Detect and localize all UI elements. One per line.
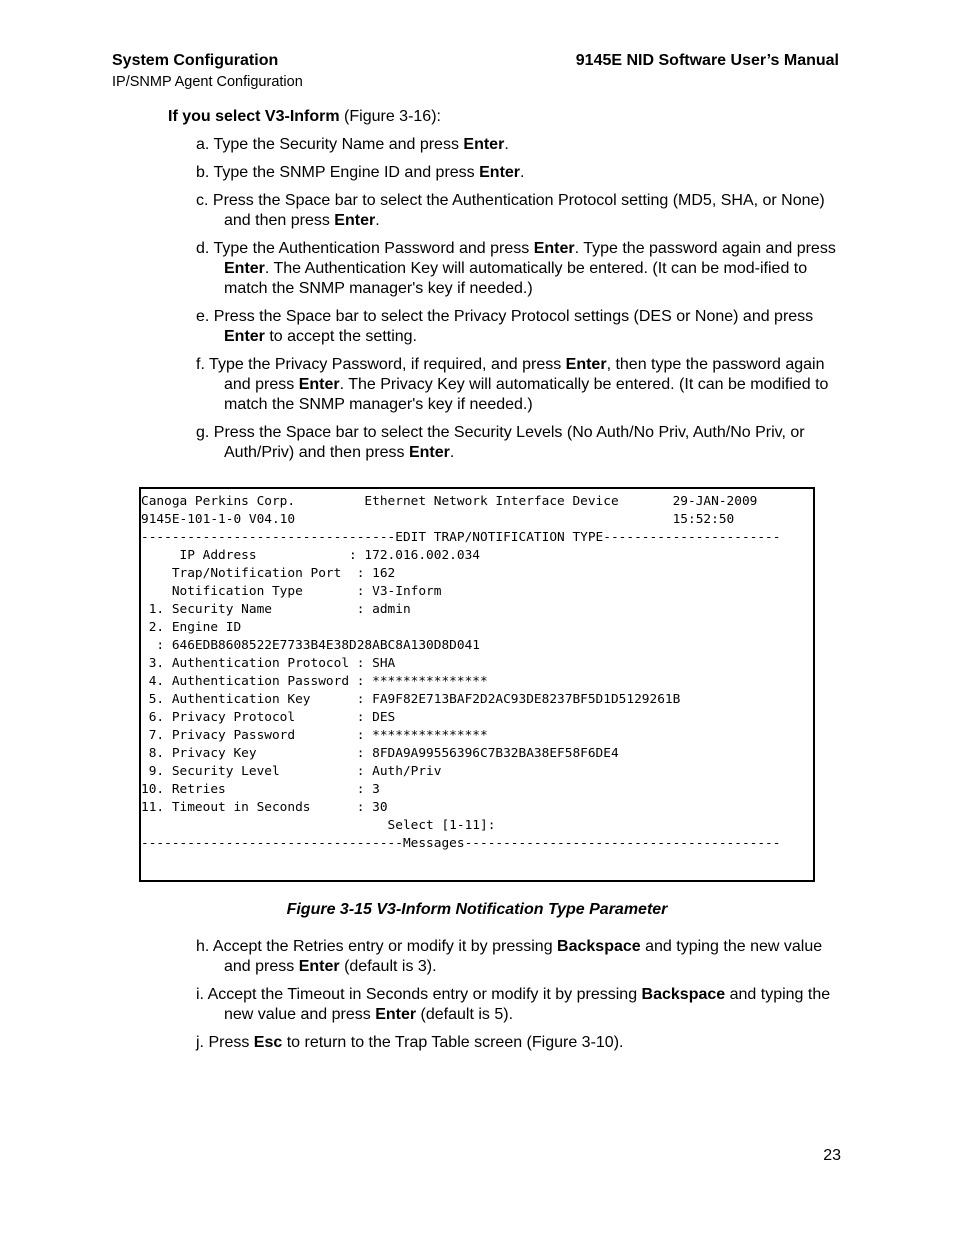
terminal-line: 2. Engine ID bbox=[141, 620, 242, 635]
terminal-line: 9145E-101-1-0 V04.10 15:52:50 bbox=[141, 512, 735, 527]
step-key-bold: Enter bbox=[375, 1006, 417, 1023]
terminal-line: : 646EDB8608522E7733B4E38D28ABC8A130D8D041 bbox=[141, 638, 480, 653]
step-text: f. Type the Privacy Password, if required, and press bbox=[196, 356, 566, 373]
step-item bbox=[196, 191, 846, 231]
steps-list-bottom bbox=[196, 937, 846, 1061]
terminal-line: Canoga Perkins Corp. Ethernet Network Interface Device 29-JAN-2009 bbox=[141, 494, 758, 509]
step-item bbox=[196, 423, 846, 463]
step-key-bold: Enter bbox=[565, 356, 607, 373]
terminal-line: Notification Type : V3-Inform bbox=[141, 584, 442, 599]
step-item bbox=[196, 1033, 846, 1053]
step-key-bold: Enter bbox=[533, 240, 575, 257]
step-key-bold: Enter bbox=[463, 136, 505, 153]
step-text: b. Type the SNMP Engine ID and press bbox=[196, 164, 480, 181]
step-key-bold: Enter bbox=[298, 376, 340, 393]
terminal-line: 6. Privacy Protocol : DES bbox=[141, 710, 396, 725]
terminal-line: ----------------------------------Messages----------------------------------------- bbox=[141, 836, 781, 851]
step-key-bold: Backspace bbox=[557, 938, 641, 955]
step-text: (default is 3). bbox=[339, 958, 437, 975]
step-item bbox=[196, 239, 846, 299]
terminal-line: 4. Authentication Password : *************** bbox=[141, 674, 488, 689]
step-text: . bbox=[375, 212, 380, 229]
step-item bbox=[196, 985, 846, 1025]
step-key-bold: Esc bbox=[253, 1034, 283, 1051]
terminal-screen bbox=[139, 487, 815, 882]
step-text: . The Privacy Key will automatically be entered. (It can be modified to match the SNMP manager's key if needed.) bbox=[224, 376, 829, 413]
step-key-bold: Backspace bbox=[641, 986, 726, 1003]
step-text: g. Press the Space bar to select the Security Levels (No Auth/No Priv, Auth/No Priv, or Auth/Priv) and then press bbox=[196, 424, 805, 461]
step-text: c. Press the Space bar to select the Authentication Protocol setting (MD5, SHA, or None) and then press bbox=[196, 192, 825, 229]
terminal-line: 9. Security Level : Auth/Priv bbox=[141, 764, 442, 779]
terminal-line: 3. Authentication Protocol : SHA bbox=[141, 656, 396, 671]
step-key-bold: Enter bbox=[408, 444, 450, 461]
terminal-line: Select [1-11]: bbox=[141, 818, 496, 833]
step-text: a. Type the Security Name and press bbox=[196, 136, 464, 153]
step-text: , then type the password again and press bbox=[224, 356, 825, 393]
terminal-text bbox=[141, 489, 813, 853]
terminal-line: Trap/Notification Port : 162 bbox=[141, 566, 396, 581]
step-text: . bbox=[504, 136, 509, 153]
step-item bbox=[196, 355, 846, 415]
step-key-bold: Enter bbox=[479, 164, 521, 181]
step-key-bold: Enter bbox=[298, 958, 340, 975]
step-text: i. Accept the Timeout in Seconds entry or modify it by pressing bbox=[196, 986, 642, 1003]
step-text: e. Press the Space bar to select the Privacy Protocol settings (DES or None) and press bbox=[196, 308, 814, 325]
terminal-line: 7. Privacy Password : *************** bbox=[141, 728, 488, 743]
step-text: . The Authentication Key will automatically be entered. (It can be mod-ified to match the SNMP manager's key if needed.) bbox=[224, 260, 808, 297]
step-item bbox=[196, 163, 846, 183]
intro-rest: (Figure 3-16): bbox=[339, 108, 441, 125]
intro-bold: If you select V3-Inform bbox=[168, 108, 340, 125]
figure-caption: Figure 3-15 V3-Inform Notification Type Parameter bbox=[286, 901, 668, 918]
header-manual-title: 9145E NID Software User’s Manual bbox=[575, 52, 839, 69]
step-item bbox=[196, 307, 846, 347]
terminal-line: 1. Security Name : admin bbox=[141, 602, 411, 617]
step-text: . bbox=[520, 164, 525, 181]
step-text: . Type the password again and press bbox=[574, 240, 836, 257]
terminal-line: IP Address : 172.016.002.034 bbox=[141, 548, 480, 563]
step-item bbox=[196, 937, 846, 977]
step-text: to return to the Trap Table screen (Figure 3-10). bbox=[282, 1034, 624, 1051]
header-subsection-title: IP/SNMP Agent Configuration bbox=[112, 74, 303, 90]
terminal-line: 5. Authentication Key : FA9F82E713BAF2D2AC93DE8237BF5D1D5129261B bbox=[141, 692, 681, 707]
step-key-bold: Enter bbox=[224, 328, 265, 345]
header-section-title: System Configuration bbox=[112, 52, 279, 69]
step-key-bold: Enter bbox=[334, 212, 376, 229]
step-text: to accept the setting. bbox=[264, 328, 417, 345]
step-text: and typing the new value and press bbox=[224, 986, 831, 1023]
page-number: 23 bbox=[823, 1147, 841, 1164]
terminal-line: 8. Privacy Key : 8FDA9A99556396C7B32BA38EF58F6DE4 bbox=[141, 746, 619, 761]
terminal-line: 10. Retries : 3 bbox=[141, 782, 380, 797]
steps-list-top bbox=[196, 135, 846, 471]
step-item bbox=[196, 135, 846, 155]
step-text: j. Press bbox=[196, 1034, 254, 1051]
step-text: h. Accept the Retries entry or modify it by pressing bbox=[196, 938, 558, 955]
step-text: . bbox=[449, 444, 455, 461]
terminal-line: ---------------------------------EDIT TRAP/NOTIFICATION TYPE----------------------- bbox=[141, 530, 781, 545]
step-text: d. Type the Authentication Password and press bbox=[196, 240, 534, 257]
step-text: (default is 5). bbox=[416, 1006, 514, 1023]
intro-paragraph bbox=[168, 108, 441, 126]
step-key-bold: Enter bbox=[224, 260, 265, 277]
step-text: and typing the new value and press bbox=[224, 938, 823, 975]
terminal-line: 11. Timeout in Seconds : 30 bbox=[141, 800, 388, 815]
